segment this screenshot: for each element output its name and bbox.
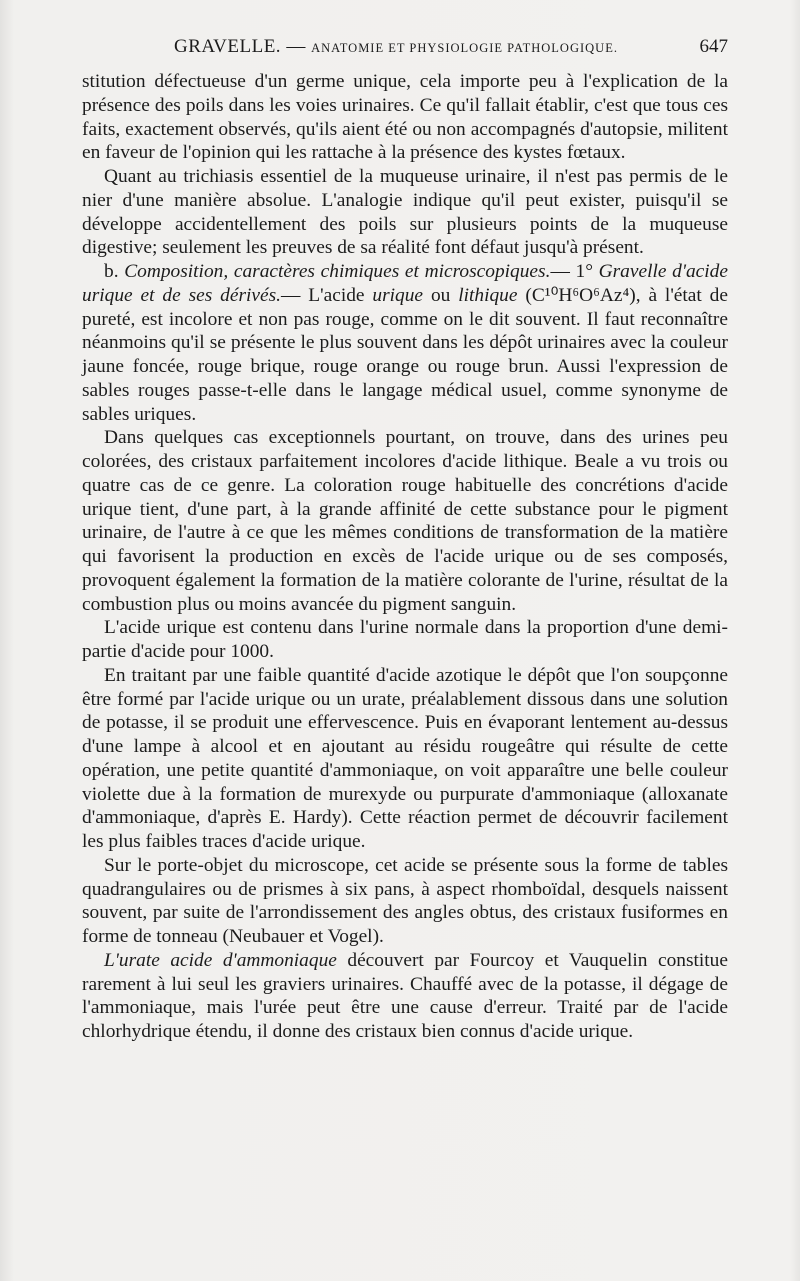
paragraph-microscope: Sur le porte-objet du microscope, cet acide se présente sous la forme de tables quadrangulaires ou de prismes à six pans, à aspect rhomboïdal, desquels naissent souvent, par suite de l'arrondissement des angles obtus, des cristaux fusiformes en forme de tonneau (Neubauer et Vogel). — [82, 854, 728, 947]
section-letter: b. — [104, 261, 119, 282]
paragraph-colorless-crystals: Dans quelques cas exceptionnels pourtant, on trouve, dans des urines peu colorées, des cristaux parfaitement incolores d'acide lithique. Beale a vu trois ou quatre cas de ce genre. La coloration rouge habituelle des concrétions d'acide urique tient, d'une part, à la grande affinité de cette substance pour le pigment urinaire, de l'autre à ce que les mêmes conditions de transformation de la matière qui favorisent la production en excès de l'acide urique ou de ses composés, provoquent également la formation de la matière colorante de l'urine, résultat de la combustion plus ou moins avancée du pigment sanguin. — [82, 427, 728, 615]
paragraph-composition-text: à l'état de pureté, est incolore et non pas rouge, comme on le dit souvent. Il faut reconnaître néanmoins qu'il se présente le plus souvent dans les dépôt urinaires avec la couleur jaune foncée, rouge brique, rouge orange ou rouge brun. Aussi l'expression de sables rouges passe-t-elle dans le langage médical usuel, comme synonyme de sables uriques. — [82, 284, 728, 425]
running-title — [174, 36, 618, 58]
paragraph-urate-ammoniaque — [82, 949, 728, 1044]
paragraph-urate-text: découvert par Fourcoy et Vauquelin constitue rarement à lui seul les graviers urinaires. Chauffé avec de la potasse, il dégage de l'ammoniaque, mais l'urée peut être une cause d'erreur. Traité par de l'acide chlorhydrique étendu, il donne des cristaux bien connus d'acide urique. — [82, 949, 728, 1042]
section-number: — 1° — [550, 261, 593, 282]
paragraph-continuation: stitution défectueuse d'un germe unique, cela importe peu à l'explication de la présence des poils dans les voies urinaires. Ce qu'il fallait établir, c'est que tous ces faits, exactement observés, qu'ils aient été ou non accompagnés d'autopsie, militent en faveur de l'opinion qui les rattache à la présence des kystes fœtaux. — [82, 71, 728, 164]
subsection-heading: Gravelle d'acide urique et de ses dérivés. — [82, 261, 728, 306]
running-title-sub: ANATOMIE ET PHYSIOLOGIE PATHOLOGIQUE. — [311, 41, 618, 55]
paragraph-composition — [82, 260, 728, 426]
page-number: 647 — [699, 36, 728, 57]
running-title-main: GRAVELLE. — [174, 36, 282, 57]
paragraph-lead: — L'acide — [281, 284, 365, 306]
running-title-dash: — — [286, 36, 306, 57]
paragraph-normal-urine: L'acide urique est contenu dans l'urine normale dans la proportion d'une demi-partie d'acide pour 1000. — [82, 617, 728, 662]
section-heading: Composition, caractères chimiques et microscopiques. — [124, 261, 551, 282]
chemical-formula: (C¹⁰H⁶O⁶Az⁴), — [525, 284, 641, 306]
connector-ou: ou — [430, 284, 451, 306]
term-urate-acide: L'urate acide d'ammoniaque — [104, 949, 337, 971]
term-urique: urique — [372, 284, 424, 306]
term-lithique: lithique — [458, 284, 518, 306]
page-body — [82, 70, 728, 1044]
running-header — [82, 36, 728, 62]
paragraph-murexide-test: En traitant par une faible quantité d'acide azotique le dépôt que l'on soupçonne être formé par l'acide urique ou un urate, préalablement dissous dans une solution de potasse, il se produit une effervescence. Puis en évaporant lentement au-dessus d'une lampe à alcool et en ajoutant au résidu rougeâtre qui résulte de cette opération, une petite quantité d'ammoniaque, on voit apparaître une belle couleur violette due à la formation de murexyde ou purpurate d'ammoniaque (alloxanate d'ammoniaque, d'après E. Hardy). Cette réaction permet de découvrir facilement les plus faibles traces d'acide urique. — [82, 664, 728, 852]
paragraph-trichiasis: Quant au trichiasis essentiel de la muqueuse urinaire, il n'est pas permis de le nier d'une manière absolue. L'analogie indique qu'il peut exister, puisqu'il se développe accidentellement des poils sur plusieurs points de la muqueuse digestive; seulement les preuves de sa réalité font défaut jusqu'à présent. — [82, 166, 728, 259]
